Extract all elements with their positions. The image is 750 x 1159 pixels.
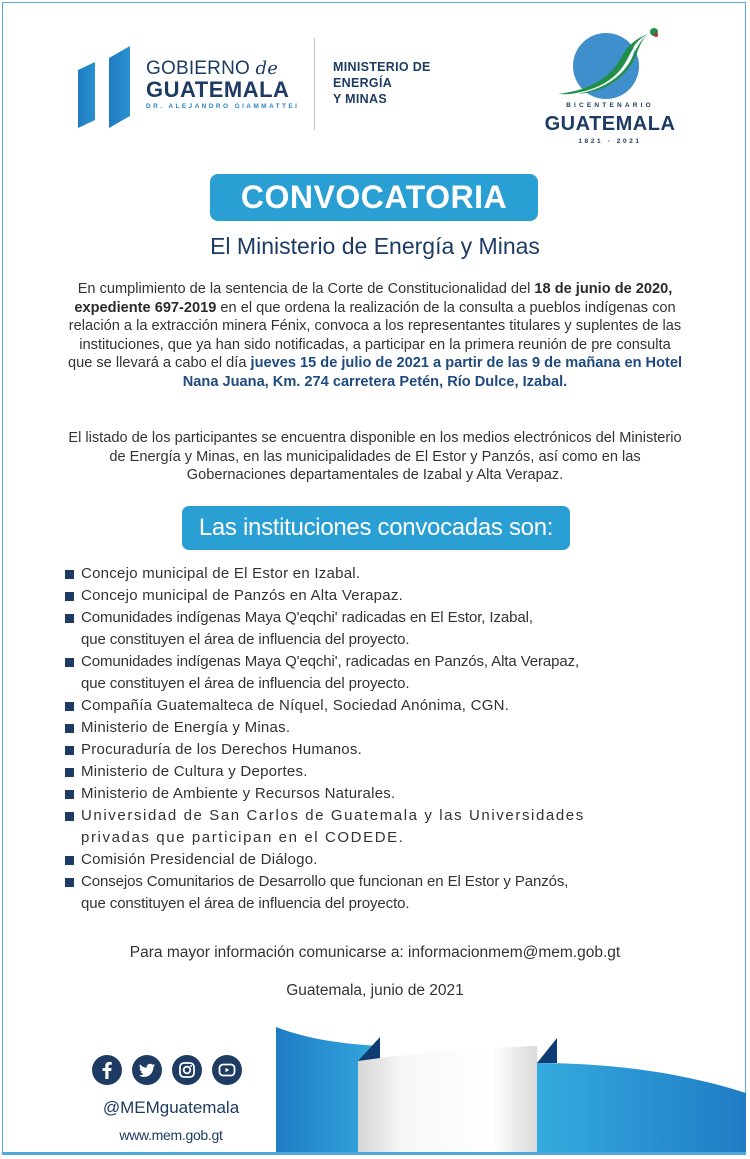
list-item bbox=[64, 607, 704, 651]
institutions-list bbox=[64, 563, 704, 915]
intro-case-reference: 18 de junio de 2020, expediente 697-2019 bbox=[74, 281, 673, 316]
list-item bbox=[64, 585, 704, 607]
list-item-text: Concejo municipal de El Estor en Izabal. bbox=[81, 565, 361, 582]
square-bullet-icon bbox=[65, 702, 74, 711]
gov-line1: GOBIERNO bbox=[146, 58, 251, 79]
bicentenario-label: BICENTENARIO bbox=[566, 102, 654, 109]
bicentenario-name: GUATEMALA bbox=[544, 113, 676, 135]
list-item-text: Compañía Guatemalteca de Níquel, Sociedad Anónima, CGN. bbox=[81, 697, 510, 714]
list-item-text: que constituyen el área de influencia del proyecto. bbox=[81, 631, 410, 648]
institutions-heading: Las instituciones convocadas son: bbox=[182, 506, 570, 550]
list-item-text: Ministerio de Cultura y Deportes. bbox=[81, 763, 308, 780]
website-link[interactable]: www.mem.gob.gt bbox=[119, 1127, 223, 1143]
list-item bbox=[64, 695, 704, 717]
youtube-icon[interactable] bbox=[212, 1055, 242, 1085]
convocatoria-badge: CONVOCATORIA bbox=[210, 174, 538, 221]
list-item bbox=[64, 563, 704, 585]
square-bullet-icon bbox=[65, 614, 74, 623]
intro-paragraph bbox=[66, 280, 684, 391]
twitter-icon[interactable] bbox=[132, 1055, 162, 1085]
gov-line2: GUATEMALA bbox=[146, 77, 290, 102]
square-bullet-icon bbox=[65, 768, 74, 777]
page-subtitle: El Ministerio de Energía y Minas bbox=[210, 233, 540, 259]
list-item bbox=[64, 871, 704, 915]
square-bullet-icon bbox=[65, 658, 74, 667]
list-item-text: privadas que participan en el CODEDE. bbox=[81, 829, 405, 846]
list-item-text: Comisión Presidencial de Diálogo. bbox=[81, 851, 318, 868]
list-item bbox=[64, 849, 704, 871]
instagram-icon[interactable] bbox=[172, 1055, 202, 1085]
square-bullet-icon bbox=[65, 812, 74, 821]
list-item-text: Ministerio de Energía y Minas. bbox=[81, 719, 291, 736]
list-item bbox=[64, 651, 704, 695]
list-item-text: Concejo municipal de Panzós en Alta Verapaz. bbox=[81, 587, 404, 604]
issue-date: Guatemala, junio de 2021 bbox=[286, 982, 464, 999]
list-item bbox=[64, 717, 704, 739]
intro-text: En cumplimiento de la sentencia de la Corte de Constitucionalidad del bbox=[77, 281, 535, 297]
ministry-line: MINISTERIO DE bbox=[333, 60, 431, 74]
intro-text: en el que ordena la realización de la consulta a pueblos indígenas con relación a la extracción minera Fénix, convoca a los representantes titulares y suplentes de las instituciones, que ya han sido notificadas, a participar en la primera reunión de pre consulta que se llevará a cabo el día bbox=[67, 299, 682, 371]
gov-line3: DR. ALEJANDRO GIAMMATTEI bbox=[146, 103, 300, 110]
gobierno-logo-text bbox=[146, 58, 299, 110]
square-bullet-icon bbox=[65, 570, 74, 579]
square-bullet-icon bbox=[65, 878, 74, 887]
list-item-text: Universidad de San Carlos de Guatemala y las Universidades bbox=[81, 807, 585, 824]
social-handle[interactable]: @MEMguatemala bbox=[102, 1098, 240, 1117]
square-bullet-icon bbox=[65, 746, 74, 755]
list-item-text: que constituyen el área de influencia del proyecto. bbox=[81, 675, 410, 692]
list-item-text: Ministerio de Ambiente y Recursos Naturales. bbox=[81, 785, 396, 802]
bicentenario-logo bbox=[530, 24, 690, 154]
list-item bbox=[64, 761, 704, 783]
gobierno-logo-icon bbox=[78, 36, 138, 132]
meeting-details: jueves 15 de julio de 2021 a partir de las 9 de mañana en Hotel Nana Juana, Km. 274 carretera Petén, Río Dulce, Izabal. bbox=[182, 355, 683, 390]
square-bullet-icon bbox=[65, 790, 74, 799]
bicentenario-years: 1821 - 2021 bbox=[578, 138, 642, 145]
contact-info: Para mayor información comunicarse a: informacionmem@mem.gob.gt bbox=[129, 944, 621, 961]
list-item-text: Consejos Comunitarios de Desarrollo que funcionan en El Estor y Panzós, bbox=[81, 873, 569, 890]
square-bullet-icon bbox=[65, 856, 74, 865]
square-bullet-icon bbox=[65, 592, 74, 601]
list-item bbox=[64, 739, 704, 761]
ministry-line: Y MINAS bbox=[333, 92, 387, 106]
participants-paragraph: El listado de los participantes se encuentra disponible en los medios electrónicos del Ministerio de Energía y Minas, en las municipalidades de El Estor y Panzós, así como en las Gobernaciones departamentales de Izabal y Alta Verapaz. bbox=[68, 430, 682, 483]
facebook-icon[interactable] bbox=[92, 1055, 122, 1085]
quetzal-emblem-icon bbox=[530, 24, 690, 104]
gov-line1-de: de bbox=[255, 58, 279, 79]
list-item bbox=[64, 805, 704, 849]
list-item-text: que constituyen el área de influencia del proyecto. bbox=[81, 895, 410, 912]
bottom-border bbox=[2, 1152, 746, 1155]
ministry-line: ENERGÍA bbox=[333, 76, 393, 90]
header-divider bbox=[314, 38, 315, 130]
square-bullet-icon bbox=[65, 724, 74, 733]
list-item-text: Comunidades indígenas Maya Q'eqchi', radicadas en Panzós, Alta Verapaz, bbox=[81, 653, 580, 670]
list-item bbox=[64, 783, 704, 805]
list-item-text: Procuraduría de los Derechos Humanos. bbox=[81, 741, 363, 758]
list-item-text: Comunidades indígenas Maya Q'eqchi' radicadas en El Estor, Izabal, bbox=[81, 609, 533, 626]
ministry-name bbox=[333, 59, 431, 107]
social-icons bbox=[92, 1055, 242, 1085]
